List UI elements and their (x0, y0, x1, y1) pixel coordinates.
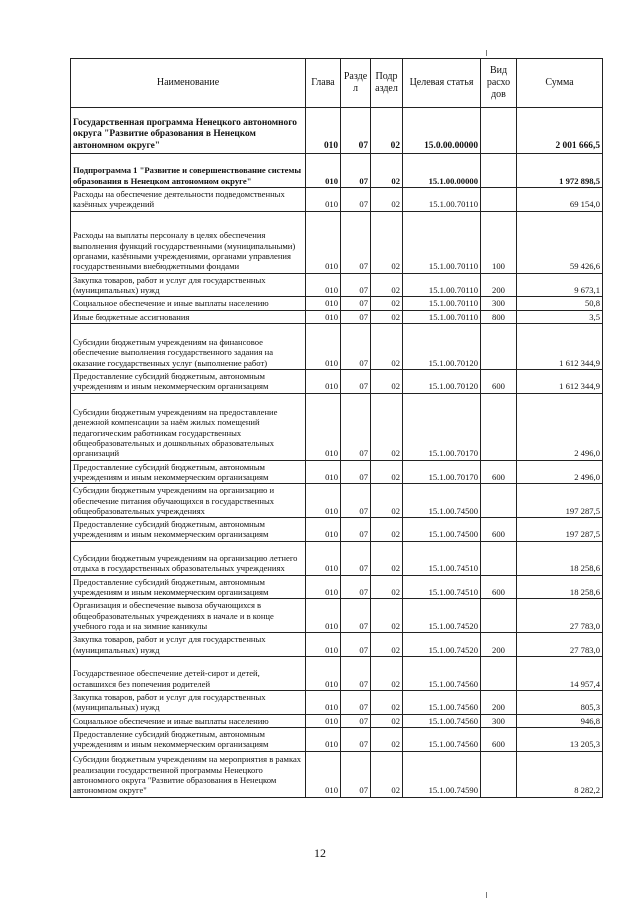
cell-kind: 200 (481, 273, 517, 297)
scan-speck (486, 50, 487, 56)
cell-chapter: 010 (306, 273, 341, 297)
cell-name: Субсидии бюджетным учреждениям на финансовое обеспечение выполнения государственного задания на оказание государственных услуг (выполнение работ) (71, 323, 306, 369)
cell-name: Субсидии бюджетным учреждениям на мероприятия в рамках реализации государственной программы Ненецкого автономного округа "Развитие образования в Ненецком автономном округе" (71, 751, 306, 797)
header-name: Наименование (71, 59, 306, 108)
cell-kind: 600 (481, 460, 517, 484)
header-sum: Сумма (517, 59, 603, 108)
cell-subsection: 02 (371, 657, 403, 691)
cell-target: 15.1.00.74510 (403, 541, 481, 575)
cell-target: 15.0.00.00000 (403, 108, 481, 154)
cell-sum: 946,8 (517, 714, 603, 727)
cell-chapter: 010 (306, 541, 341, 575)
cell-kind (481, 484, 517, 518)
cell-subsection: 02 (371, 599, 403, 633)
cell-kind: 200 (481, 691, 517, 715)
table-row (71, 691, 603, 715)
cell-chapter: 010 (306, 518, 341, 542)
cell-section: 07 (341, 727, 371, 751)
cell-name: Расходы на обеспечение деятельности подведомственных казённых учреждений (71, 188, 306, 212)
cell-subsection: 02 (371, 310, 403, 323)
cell-subsection: 02 (371, 541, 403, 575)
cell-section: 07 (341, 188, 371, 212)
cell-sum: 27 783,0 (517, 599, 603, 633)
table-row (71, 575, 603, 599)
cell-sum: 2 496,0 (517, 393, 603, 460)
cell-kind (481, 323, 517, 369)
cell-chapter: 010 (306, 751, 341, 797)
cell-target: 15.1.00.70120 (403, 369, 481, 393)
cell-name: Закупка товаров, работ и услуг для государственных (муниципальных) нужд (71, 633, 306, 657)
header-kind: Вид расхо дов (481, 59, 517, 108)
cell-kind (481, 599, 517, 633)
cell-section: 07 (341, 154, 371, 188)
cell-subsection: 02 (371, 393, 403, 460)
cell-section: 07 (341, 108, 371, 154)
cell-target: 15.1.00.70110 (403, 297, 481, 310)
cell-section: 07 (341, 297, 371, 310)
cell-target: 15.1.00.70110 (403, 310, 481, 323)
cell-chapter: 010 (306, 714, 341, 727)
header-target: Целевая статья (403, 59, 481, 108)
cell-chapter: 010 (306, 657, 341, 691)
cell-sum: 197 287,5 (517, 518, 603, 542)
cell-target: 15.1.00.74510 (403, 575, 481, 599)
cell-chapter: 010 (306, 211, 341, 273)
cell-subsection: 02 (371, 751, 403, 797)
cell-kind: 200 (481, 633, 517, 657)
cell-chapter: 010 (306, 323, 341, 369)
table-row (71, 188, 603, 212)
cell-kind: 600 (481, 518, 517, 542)
cell-target: 15.1.00.70170 (403, 460, 481, 484)
cell-sum: 197 287,5 (517, 484, 603, 518)
cell-kind (481, 751, 517, 797)
cell-target: 15.1.00.74500 (403, 484, 481, 518)
cell-name: Иные бюджетные ассигнования (71, 310, 306, 323)
table-row (71, 599, 603, 633)
cell-kind: 300 (481, 714, 517, 727)
cell-section: 07 (341, 714, 371, 727)
cell-section: 07 (341, 691, 371, 715)
cell-subsection: 02 (371, 575, 403, 599)
cell-target: 15.1.00.74560 (403, 657, 481, 691)
cell-subsection: 02 (371, 211, 403, 273)
table-row (71, 393, 603, 460)
cell-subsection: 02 (371, 691, 403, 715)
cell-section: 07 (341, 323, 371, 369)
cell-section: 07 (341, 599, 371, 633)
table-body (71, 108, 603, 798)
table-row (71, 154, 603, 188)
cell-sum: 805,3 (517, 691, 603, 715)
table-row (71, 633, 603, 657)
cell-sum: 9 673,1 (517, 273, 603, 297)
cell-name: Субсидии бюджетным учреждениям на предоставление денежной компенсации за наём жилых помещений педагогическим работникам государственных общеобразовательных и дошкольных образовательных организаций (71, 393, 306, 460)
cell-target: 15.1.00.74590 (403, 751, 481, 797)
cell-section: 07 (341, 393, 371, 460)
cell-kind (481, 393, 517, 460)
cell-name: Предоставление субсидий бюджетным, автономным учреждениям и иным некоммерческим организациям (71, 369, 306, 393)
cell-subsection: 02 (371, 273, 403, 297)
table-row (71, 297, 603, 310)
cell-target: 15.1.00.70110 (403, 273, 481, 297)
cell-target: 15.1.00.74560 (403, 691, 481, 715)
table-row (71, 273, 603, 297)
cell-sum: 3,5 (517, 310, 603, 323)
cell-target: 15.1.00.74560 (403, 727, 481, 751)
cell-chapter: 010 (306, 369, 341, 393)
cell-chapter: 010 (306, 575, 341, 599)
cell-sum: 13 205,3 (517, 727, 603, 751)
cell-sum: 14 957,4 (517, 657, 603, 691)
cell-subsection: 02 (371, 633, 403, 657)
cell-kind (481, 108, 517, 154)
table-row (71, 323, 603, 369)
cell-subsection: 02 (371, 460, 403, 484)
cell-subsection: 02 (371, 188, 403, 212)
cell-sum: 2 001 666,5 (517, 108, 603, 154)
cell-section: 07 (341, 541, 371, 575)
cell-section: 07 (341, 518, 371, 542)
cell-section: 07 (341, 751, 371, 797)
cell-name: Подпрограмма 1 "Развитие и совершенствование системы образования в Ненецком автономном округе" (71, 154, 306, 188)
cell-chapter: 010 (306, 393, 341, 460)
cell-target: 15.1.00.74520 (403, 599, 481, 633)
cell-kind: 600 (481, 369, 517, 393)
cell-kind (481, 657, 517, 691)
cell-sum: 1 612 344,9 (517, 323, 603, 369)
cell-section: 07 (341, 310, 371, 323)
cell-sum: 27 783,0 (517, 633, 603, 657)
cell-chapter: 010 (306, 297, 341, 310)
cell-target: 15.1.00.74560 (403, 714, 481, 727)
cell-kind: 600 (481, 575, 517, 599)
cell-name: Социальное обеспечение и иные выплаты населению (71, 714, 306, 727)
cell-kind: 800 (481, 310, 517, 323)
table-row (71, 484, 603, 518)
cell-subsection: 02 (371, 369, 403, 393)
table-row (71, 108, 603, 154)
cell-target: 15.1.00.70110 (403, 188, 481, 212)
table-row (71, 657, 603, 691)
cell-subsection: 02 (371, 154, 403, 188)
cell-subsection: 02 (371, 714, 403, 727)
cell-subsection: 02 (371, 297, 403, 310)
table-row (71, 518, 603, 542)
cell-section: 07 (341, 273, 371, 297)
cell-section: 07 (341, 633, 371, 657)
cell-kind (481, 188, 517, 212)
cell-subsection: 02 (371, 108, 403, 154)
cell-sum: 1 972 898,5 (517, 154, 603, 188)
cell-chapter: 010 (306, 691, 341, 715)
cell-chapter: 010 (306, 310, 341, 323)
cell-kind: 600 (481, 727, 517, 751)
cell-chapter: 010 (306, 108, 341, 154)
cell-name: Организация и обеспечение вывоза обучающихся в общеобразовательных учреждениях в начале и в конце учебного года и на зимние каникулы (71, 599, 306, 633)
cell-section: 07 (341, 211, 371, 273)
cell-target: 15.1.00.00000 (403, 154, 481, 188)
cell-sum: 69 154,0 (517, 188, 603, 212)
table-row (71, 727, 603, 751)
cell-name: Государственное обеспечение детей-сирот и детей, оставшихся без попечения родителей (71, 657, 306, 691)
cell-name: Государственная программа Ненецкого автономного округа "Развитие образования в Ненецком автономном округе" (71, 108, 306, 154)
header-subsection: Подр аздел (371, 59, 403, 108)
cell-kind (481, 154, 517, 188)
cell-target: 15.1.00.70120 (403, 323, 481, 369)
cell-name: Расходы на выплаты персоналу в целях обеспечения выполнения функций государственными (муниципальными) органами, казёнными учреждениями, органами управления государственными внебюджетными фондами (71, 211, 306, 273)
cell-subsection: 02 (371, 484, 403, 518)
header-chapter: Глава (306, 59, 341, 108)
cell-name: Социальное обеспечение и иные выплаты населению (71, 297, 306, 310)
cell-target: 15.1.00.74520 (403, 633, 481, 657)
cell-kind: 100 (481, 211, 517, 273)
table-row (71, 369, 603, 393)
cell-subsection: 02 (371, 727, 403, 751)
cell-name: Предоставление субсидий бюджетным, автономным учреждениям и иным некоммерческим организациям (71, 518, 306, 542)
cell-chapter: 010 (306, 727, 341, 751)
cell-chapter: 010 (306, 599, 341, 633)
cell-chapter: 010 (306, 484, 341, 518)
cell-target: 15.1.00.70110 (403, 211, 481, 273)
cell-sum: 59 426,6 (517, 211, 603, 273)
table-row (71, 460, 603, 484)
cell-sum: 1 612 344,9 (517, 369, 603, 393)
cell-section: 07 (341, 460, 371, 484)
budget-table (70, 58, 603, 798)
table-row (71, 751, 603, 797)
cell-name: Закупка товаров, работ и услуг для государственных (муниципальных) нужд (71, 273, 306, 297)
table-row (71, 211, 603, 273)
cell-name: Закупка товаров, работ и услуг для государственных (муниципальных) нужд (71, 691, 306, 715)
cell-sum: 18 258,6 (517, 541, 603, 575)
cell-sum: 50,8 (517, 297, 603, 310)
table-header-row (71, 59, 603, 108)
cell-subsection: 02 (371, 518, 403, 542)
cell-section: 07 (341, 657, 371, 691)
cell-section: 07 (341, 575, 371, 599)
cell-subsection: 02 (371, 323, 403, 369)
cell-chapter: 010 (306, 460, 341, 484)
cell-name: Субсидии бюджетным учреждениям на организацию и обеспечение питания обучающихся в государственных общеобразовательных учреждениях (71, 484, 306, 518)
cell-section: 07 (341, 484, 371, 518)
cell-target: 15.1.00.74500 (403, 518, 481, 542)
cell-kind (481, 541, 517, 575)
cell-section: 07 (341, 369, 371, 393)
cell-sum: 18 258,6 (517, 575, 603, 599)
cell-target: 15.1.00.70170 (403, 393, 481, 460)
table-row (71, 541, 603, 575)
cell-name: Предоставление субсидий бюджетным, автономным учреждениям и иным некоммерческим организациям (71, 727, 306, 751)
page-number: 12 (314, 846, 326, 860)
table-row (71, 310, 603, 323)
cell-chapter: 010 (306, 633, 341, 657)
cell-sum: 2 496,0 (517, 460, 603, 484)
cell-name: Предоставление субсидий бюджетным, автономным учреждениям и иным некоммерческим организациям (71, 460, 306, 484)
table-row (71, 714, 603, 727)
cell-name: Предоставление субсидий бюджетным, автономным учреждениям и иным некоммерческим организациям (71, 575, 306, 599)
cell-kind: 300 (481, 297, 517, 310)
header-section: Разде л (341, 59, 371, 108)
scan-speck (486, 892, 487, 898)
cell-chapter: 010 (306, 154, 341, 188)
cell-sum: 8 282,2 (517, 751, 603, 797)
cell-name: Субсидии бюджетным учреждениям на организацию летнего отдыха в государственных образовательных учреждениях (71, 541, 306, 575)
cell-chapter: 010 (306, 188, 341, 212)
